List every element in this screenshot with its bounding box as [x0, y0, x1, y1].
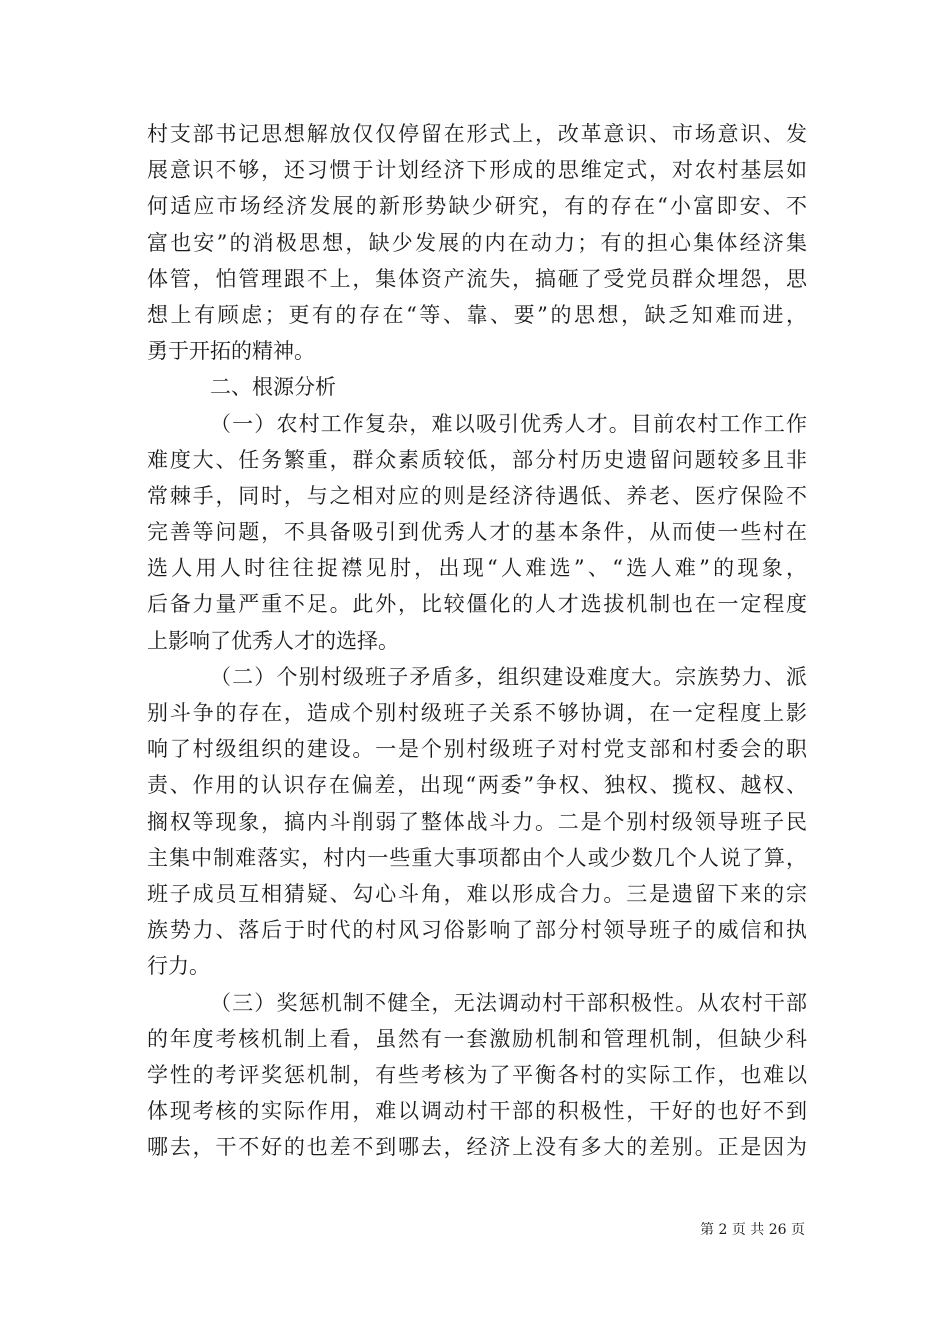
text-line: 主集中制难落实，村内一些重大事项都由个人或少数几个人说了算， [147, 845, 807, 870]
paragraph-first-line: （一）农村工作复杂，难以吸引优秀人才。目前农村工作工作 [210, 411, 807, 436]
document-body [147, 116, 807, 1165]
text-line: 哪去，干不好的也差不到哪去，经济上没有多大的差别。正是因为 [147, 1135, 807, 1160]
text-line: 勇于开拓的精神。 [147, 339, 315, 364]
text-line: 难度大、任务繁重，群众素质较低，部分村历史遗留问题较多且非 [147, 447, 807, 472]
section-heading: 二、根源分析 [210, 375, 336, 400]
text-line: 体现考核的实际作用，难以调动村干部的积极性，干好的也好不到 [147, 1099, 807, 1124]
text-line: 行力。 [147, 954, 210, 979]
text-line: 族势力、落后于时代的村风习俗影响了部分村领导班子的威信和执 [147, 918, 807, 943]
text-line: 学性的考评奖惩机制，有些考核为了平衡各村的实际工作，也难以 [147, 1062, 807, 1087]
text-line: 何适应市场经济发展的新形势缺少研究，有的存在“小富即安、不 [147, 194, 807, 219]
paragraph-first-line: （三）奖惩机制不健全，无法调动村干部积极性。从农村干部 [210, 990, 807, 1015]
text-line: 选人用人时往往捉襟见肘，出现“人难选”、“选人难”的现象， [147, 556, 807, 581]
text-line: 想上有顾虑；更有的存在“等、靠、要”的思想，缺乏知难而进， [147, 302, 807, 327]
text-line: 班子成员互相猜疑、勾心斗角，难以形成合力。三是遗留下来的宗 [147, 881, 807, 906]
text-line: 别斗争的存在，造成个别村级班子关系不够协调，在一定程度上影 [147, 701, 807, 725]
text-line: 搁权等现象，搞内斗削弱了整体战斗力。二是个别村级领导班子民 [147, 809, 807, 834]
text-line: 富也安”的消极思想，缺少发展的内在动力；有的担心集体经济集 [147, 230, 807, 255]
text-line: 展意识不够，还习惯于计划经济下形成的思维定式，对农村基层如 [147, 158, 807, 183]
text-line: 上影响了优秀人才的选择。 [147, 628, 399, 653]
text-line: 完善等问题，不具备吸引到优秀人才的基本条件，从而使一些村在 [147, 520, 807, 545]
paragraph-first-line: （二）个别村级班子矛盾多，组织建设难度大。宗族势力、派 [210, 664, 807, 689]
page-number: 第 2 页 共 26 页 [700, 1222, 805, 1238]
text-line: 响了村级组织的建设。一是个别村级班子对村党支部和村委会的职 [147, 737, 807, 762]
text-line: 的年度考核机制上看，虽然有一套激励机制和管理机制，但缺少科 [147, 1026, 807, 1051]
text-line: 后备力量严重不足。此外，比较僵化的人才选拔机制也在一定程度 [147, 592, 807, 617]
text-line: 常棘手，同时，与之相对应的则是经济待遇低、养老、医疗保险不 [147, 483, 807, 508]
text-line: 村支部书记思想解放仅仅停留在形式上，改革意识、市场意识、发 [147, 122, 807, 146]
text-line: 责、作用的认识存在偏差，出现“两委”争权、独权、揽权、越权、 [147, 773, 807, 798]
text-line: 体管，怕管理跟不上，集体资产流失，搞砸了受党员群众埋怨，思 [147, 266, 807, 291]
